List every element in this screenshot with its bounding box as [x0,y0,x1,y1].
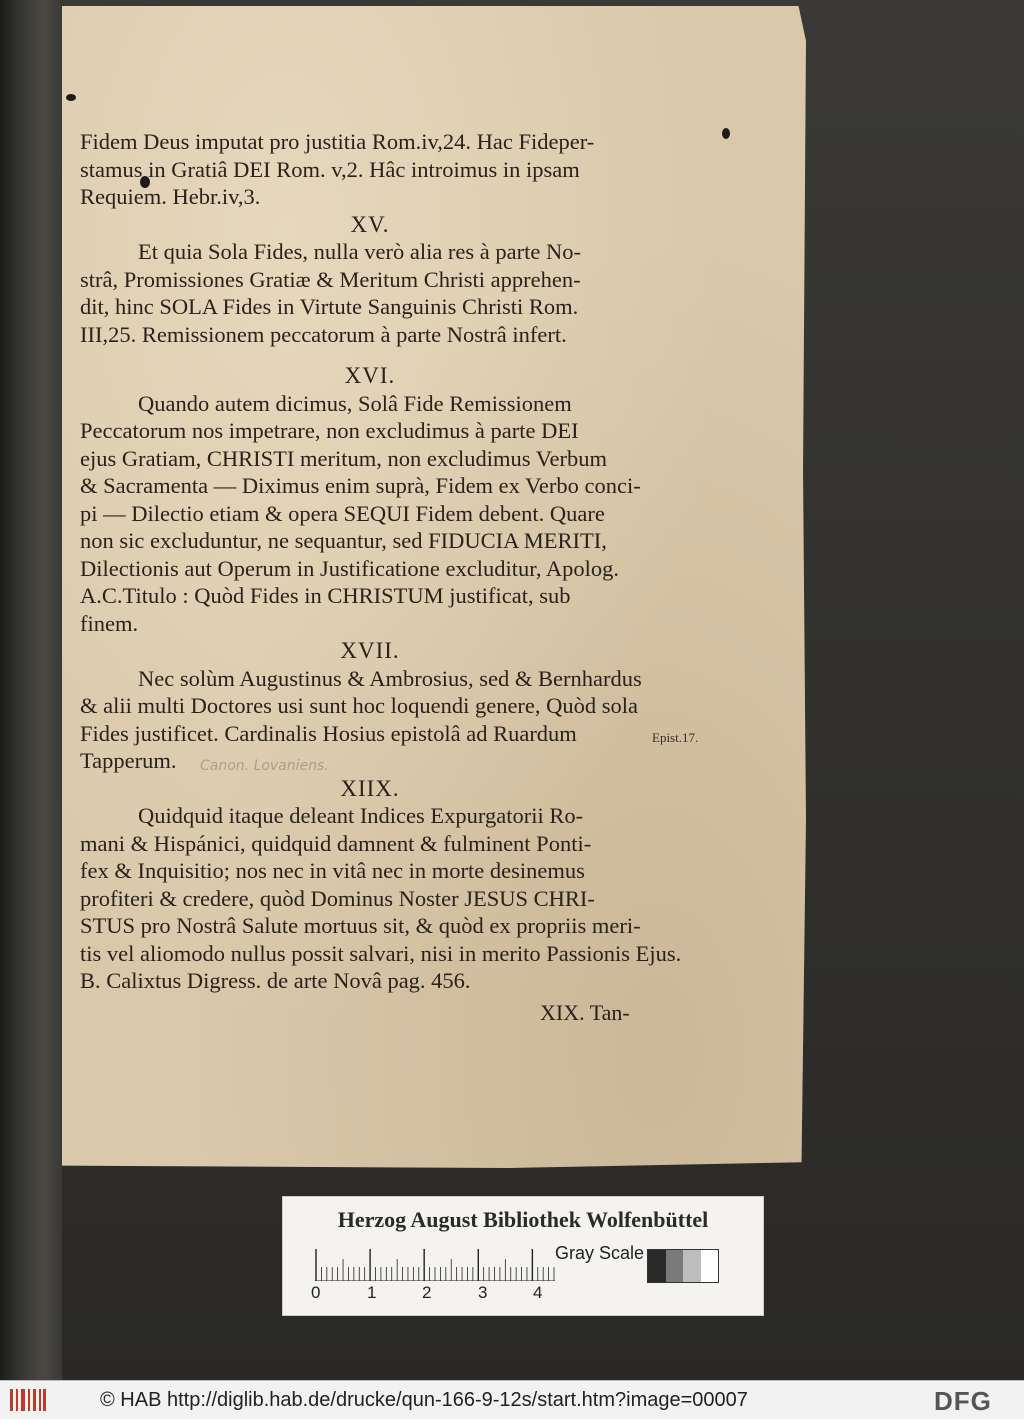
gray-patch [666,1250,684,1282]
section-heading: XVII. [340,638,400,663]
text-line: strâ, Promissiones Gratiæ & Meritum Christi apprehen- [80,266,581,292]
book-binding-edge [0,0,62,1380]
text-line: A.C.Titulo : Quòd Fides in CHRISTUM justificat, sub [80,583,571,608]
ruler-number: 1 [367,1283,377,1302]
text-line: finem. [80,610,139,636]
catchword: XIX. Tan- [540,1000,630,1025]
text-line: III,25. Remissionem peccatorum à parte Nostrâ infert. [80,321,567,347]
ruler-number: 2 [422,1283,432,1302]
text-line: Fides justificet. Cardinalis Hosius epistolâ ad Ruardum [80,720,577,746]
gray-patch [683,1250,701,1282]
text-line: non sic excluduntur, ne sequantur, sed FIDUCIA MERITI, [80,528,607,553]
text-line: Requiem. Hebr.iv,3. [80,184,261,209]
text-line: ejus Gratiam, CHRISTI meritum, non excludimus Verbum [80,445,608,471]
text-line: B. Calixtus Digress. de arte Novâ pag. 456. [80,968,471,993]
text-line: STUS pro Nostrâ Salute mortuus sit, & quòd ex propriis meri- [80,913,641,938]
gray-scale-patches [647,1249,719,1283]
text-line: profiteri & credere, quòd Dominus Noster JESUS CHRI- [80,885,595,911]
text-line: Fidem Deus imputat pro justitia Rom.iv,24. Hac Fideper- [80,129,595,154]
ink-speck [722,128,730,139]
library-name: Herzog August Bibliothek Wolfenbüttel [337,1207,709,1232]
text-line: & alii multi Doctores usi sunt hoc loquendi genere, Quòd sola [80,693,639,718]
text-line: tis vel aliomodo nullus possit salvari, nisi in merito Passionis Ejus. [80,940,682,966]
margin-note: Epist.17. [652,730,699,745]
source-url-link[interactable]: © HAB http://diglib.hab.de/drucke/qun-166-9-12s/start.htm?image=00007 [100,1389,748,1411]
text-line: Tapperum. [80,748,177,773]
text-line: stamus in Gratiâ DEI Rom. v,2. Hâc introimus in ipsam [80,156,580,182]
text-line: pi — Dilectio etiam & opera SEQUI Fidem debent. Quare [80,500,605,526]
ruler-number: 4 [533,1283,543,1302]
handwritten-annotation: Canon. Lovaniens. [200,758,329,774]
text-line: fex & Inquisitio; nos nec in vitâ nec in morte desinemus [80,858,585,883]
barcode-icon [8,1387,48,1413]
section-heading: XV. [350,211,390,237]
text-line: Dilectionis aut Operum in Justificatione excluditur, Apolog. [80,555,620,581]
gray-patch [701,1250,719,1282]
text-line: Nec solùm Augustinus & Ambrosius, sed & Bernhardus [138,665,642,691]
footer-bar [0,1380,1024,1419]
library-label-card [282,1196,764,1316]
ink-speck [66,94,76,101]
text-line: Et quia Sola Fides, nulla verò alia res à parte No- [138,239,581,264]
section-heading: XVI. [344,363,396,388]
section-heading: XIIX. [340,775,400,801]
text-line: & Sacramenta — Diximus enim suprà, Fidem ex Verbo conci- [80,473,641,498]
text-line: dit, hinc SOLA Fides in Virtute Sanguinis Christi Rom. [80,294,579,319]
ruler-scale [315,1243,555,1281]
gray-scale-label: Gray Scale [555,1243,645,1263]
spacer [80,348,660,362]
text-line: Quando autem dicimus, Solâ Fide Remissionem [138,390,572,416]
text-line: Quidquid itaque deleant Indices Expurgatorii Ro- [138,803,584,828]
ruler-number: 0 [311,1283,321,1302]
gray-patch [648,1250,666,1282]
text-line: mani & Hispánici, quidquid damnent & fulminent Ponti- [80,830,592,856]
ruler-number: 3 [478,1283,488,1302]
dfg-logo: DFG [934,1386,992,1416]
text-line: Peccatorum nos impetrare, non excludimus à parte DEI [80,418,579,443]
